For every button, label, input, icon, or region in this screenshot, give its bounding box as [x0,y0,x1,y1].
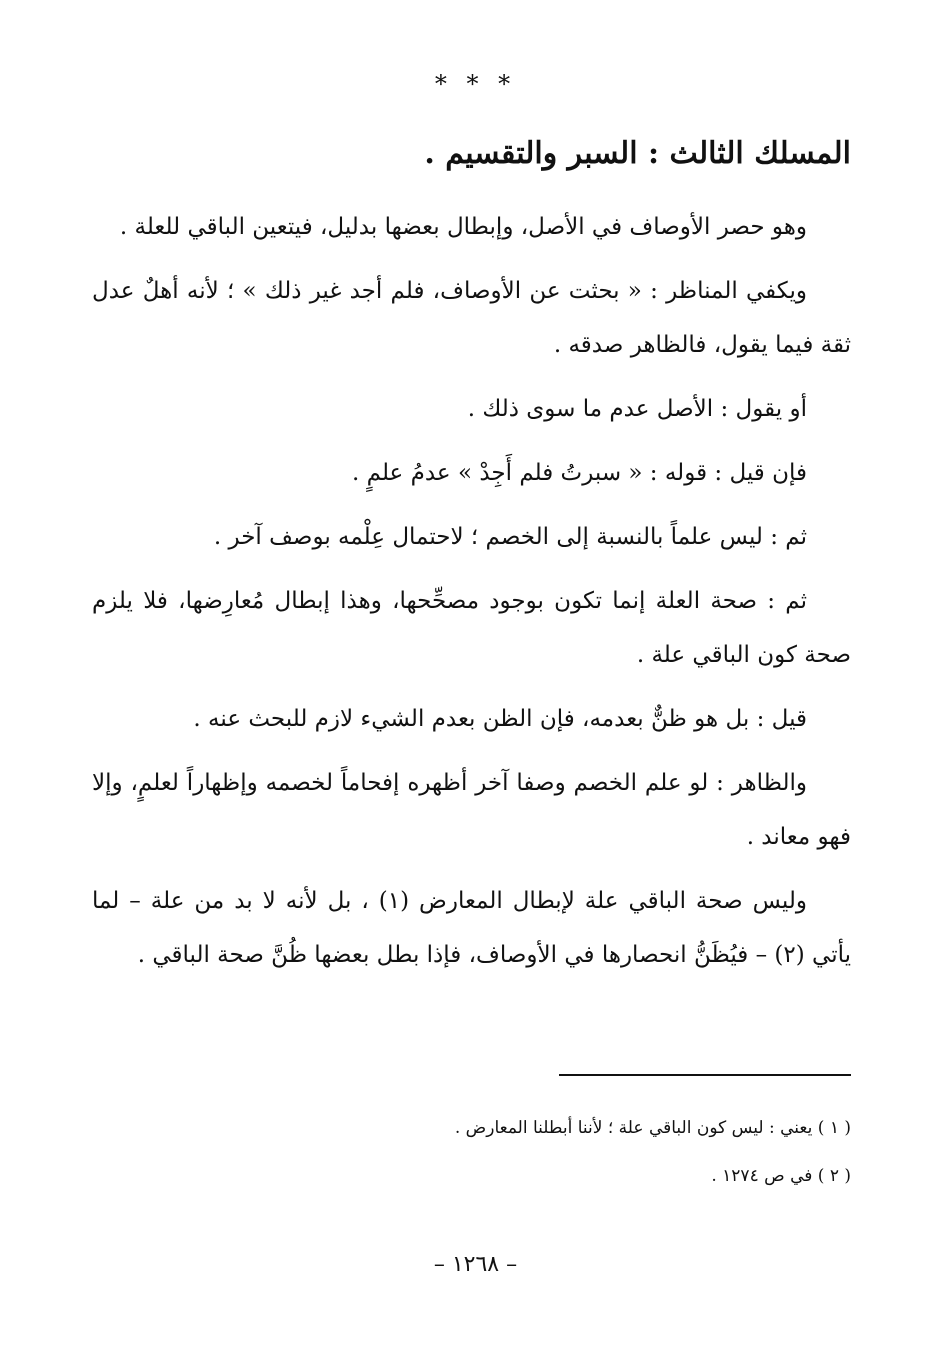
footnote-divider [559,1074,851,1076]
footnote: ( ٢ ) في ص ١٢٧٤ . [711,1166,851,1186]
paragraph: قيل : بل هو ظنٌّ بعدمه، فإن الظن بعدم الشيء لازم للبحث عنه . [193,706,807,732]
paragraph: ثم : صحة العلة إنما تكون بوجود مصحِّحها، وهذا إبطال مُعارِضها، فلا يلزم صحة كون الباقي علة . [92,588,851,668]
section-heading: المسلك الثالث : السبر والتقسيم . [424,136,851,171]
footnotes [300,1104,851,1200]
paragraph: وليس صحة الباقي علة لإبطال المعارض (١) ، بل لأنه لا بد من علة – لما يأتي (٢) – فيُظَنُّ انحصارها في الأوصاف، فإذا بطل بعضها ظُنَّ صحة الباقي . [92,888,851,968]
main-text [92,200,851,982]
paragraph: ويكفي المناظر : « بحثت عن الأوصاف، فلم أجد غير ذلك » ؛ لأنه أهلٌ عدل ثقة فيما يقول، فالظاهر صدقه . [92,278,851,358]
paragraph: أو يقول : الأصل عدم ما سوى ذلك . [467,396,807,422]
paragraph: فإن قيل : قوله : « سبرتُ فلم أَجِدْ » عدمُ علمٍ . [352,460,807,486]
footnote: ( ١ ) يعني : ليس كون الباقي علة ؛ لأننا أبطلنا المعارض . [454,1118,851,1138]
paragraph: والظاهر : لو علم الخصم وصفا آخر أظهره إفحاماً لخصمه وإظهاراً لعلمٍ، وإلا فهو معاند . [92,770,851,850]
section-ornament: * * * [434,70,517,98]
paragraph: ثم : ليس علماً بالنسبة إلى الخصم ؛ لاحتمال عِلْمه بوصف آخر . [213,524,807,550]
paragraph: وهو حصر الأوصاف في الأصل، وإبطال بعضها بدليل، فيتعين الباقي للعلة . [119,214,807,240]
page-number: – ١٢٦٨ – [433,1252,518,1277]
